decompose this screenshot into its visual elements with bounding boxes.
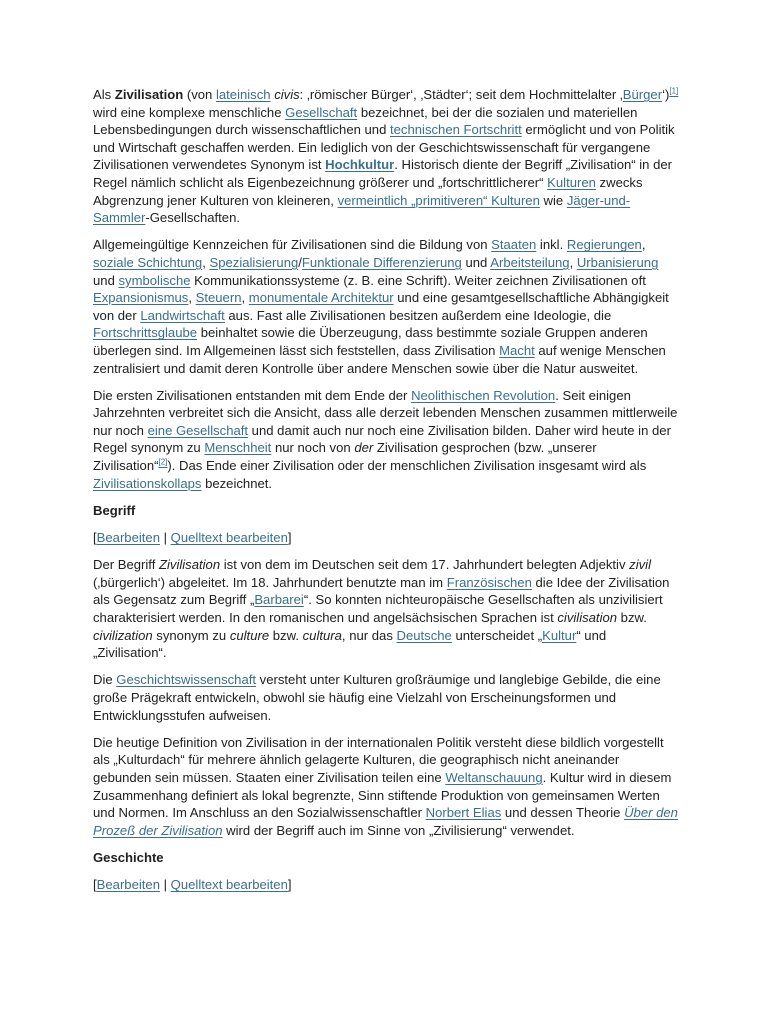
link-hochkultur[interactable]: Hochkultur <box>325 157 395 173</box>
text: ist von dem im Deutschen seit dem 17. Jahrhundert belegten Adjektiv <box>220 557 630 573</box>
text: / <box>298 254 302 270</box>
link-landwirtschaft[interactable]: Landwirtschaft <box>140 307 225 323</box>
link-kulturen[interactable]: Kulturen <box>547 174 596 190</box>
text: und <box>93 272 119 288</box>
intro-paragraph-3 <box>93 387 681 493</box>
edit-section-link[interactable]: Bearbeiten <box>96 530 160 546</box>
link-fortschrittsglaube[interactable]: Fortschrittsglaube <box>93 325 198 341</box>
section-edit-links-geschichte <box>93 876 681 894</box>
link-arbeitsteilung[interactable]: Arbeitsteilung <box>490 254 570 270</box>
text: und dessen Theorie <box>501 805 625 821</box>
text: versteht unter Kulturen großräumige und langlebige Gebilde, die eine große Prägekraft entwickeln, obwohl sie häufig eine Vielzahl von Erscheinungsformen und Entwicklungsstufen aufweisen. <box>93 672 661 723</box>
text: , <box>569 254 577 270</box>
text: wird eine komplexe menschliche <box>93 104 286 120</box>
text: Allgemeingültige Kennzeichen für Zivilisationen sind die Bildung von <box>93 237 492 253</box>
term-italic: civilisation <box>557 610 618 625</box>
begriff-paragraph-1 <box>93 556 681 662</box>
edit-source-link[interactable]: Quelltext bearbeiten <box>170 530 288 546</box>
link-soziale-schichtung[interactable]: soziale Schichtung <box>93 254 203 270</box>
link-regierungen[interactable]: Regierungen <box>566 237 642 253</box>
term-italic: Zivilisation <box>158 557 221 573</box>
term-bold: Zivilisation <box>114 87 184 102</box>
text: bezeichnet. <box>201 475 273 491</box>
text: . Kultur wird in diesem Zusammenhang definiert als lokal begrenzte, Sinn stiftende Produktion von gemeinsamen Werten und Normen. Im Anschluss an den Sozialwissenschaftler <box>93 769 672 821</box>
section-edit-links-begriff <box>93 529 681 547</box>
text: synonym zu <box>152 627 230 643</box>
begriff-paragraph-3 <box>93 734 681 840</box>
text: ermöglicht und von Politik und Wirtschaft geschaffen werden. Ein lediglich von der Geschichtswissenschaft für vergangene Zivilisationen verwendetes Synonym ist <box>93 122 675 173</box>
text: Die <box>93 672 117 688</box>
link-kultur[interactable]: Kultur <box>542 627 577 643</box>
text: , <box>641 237 646 253</box>
text: , <box>241 290 249 306</box>
text: -Gesellschaften. <box>145 210 241 226</box>
bracket: ] <box>287 877 292 893</box>
text: Der Begriff <box>93 557 159 573</box>
text: aus. Fast alle Zivilisationen besitzen außerdem eine Ideologie, die <box>224 307 612 323</box>
link-steuern[interactable]: Steuern <box>195 290 242 306</box>
link-symbolische[interactable]: symbolische <box>118 272 191 288</box>
link-expansionismus[interactable]: Expansionismus <box>93 290 189 306</box>
text: Die ersten Zivilisationen entstanden mit dem Ende der <box>93 387 412 403</box>
text: und eine gesamtgesellschaftliche Abhängigkeit von der <box>93 290 669 323</box>
text: ). Das Ende einer Zivilisation oder der menschlichen Zivilisation insgesamt wird als <box>167 458 647 474</box>
intro-paragraph-1 <box>93 86 681 227</box>
link-lateinisch[interactable]: lateinisch <box>215 87 271 102</box>
section-heading-begriff: Begriff <box>93 502 136 518</box>
link-funktionale-differenzierung[interactable]: Funktionale Differenzierung <box>301 254 462 270</box>
link-norbert-elias[interactable]: Norbert Elias <box>425 805 502 821</box>
text: inkl. <box>536 237 567 253</box>
text: beinhaltet sowie die Überzeugung, dass bestimmte soziale Gruppen anderen überlegen sind. Im Allgemeinen lässt sich feststellen, dass Zivilisation <box>93 325 648 358</box>
text: Als <box>93 87 115 102</box>
link-barbarei[interactable]: Barbarei <box>254 592 304 608</box>
term-italic: der <box>354 440 374 456</box>
bracket: ] <box>287 530 292 546</box>
link-zivilisationskollaps[interactable]: Zivilisationskollaps <box>93 475 202 491</box>
text: : ‚römischer Bürger‘, ‚Städter‘; seit dem Hochmittelalter ‚ <box>299 87 623 102</box>
text: auf wenige Menschen zentralisiert und damit deren Kontrolle über andere Menschen sowie über die Natur ausweitet. <box>93 342 666 376</box>
intro-paragraph-2 <box>93 236 681 377</box>
reference-1[interactable]: [1] <box>669 86 679 96</box>
bracket: [ <box>93 877 97 893</box>
text: ‘) <box>662 87 670 102</box>
link-macht[interactable]: Macht <box>499 342 535 358</box>
link-franzoesisch[interactable]: Französischen <box>446 574 532 590</box>
edit-section-link[interactable]: Bearbeiten <box>96 877 160 893</box>
reference-2[interactable]: [2] <box>158 457 168 467</box>
text: die Idee der Zivilisation als Gegensatz zum Begriff „ <box>93 574 670 608</box>
link-primitive-kulturen[interactable]: vermeintlich „primitiveren“ Kulturen <box>337 192 540 208</box>
term-italic: cultura <box>302 627 342 643</box>
link-eine-gesellschaft[interactable]: eine Gesellschaft <box>147 422 249 438</box>
text: bzw. <box>617 610 647 625</box>
text: (‚bürgerlich‘) abgeleitet. Im 18. Jahrhundert benutzte man im <box>93 574 447 590</box>
text: Die heutige Definition von Zivilisation in der internationalen Politik versteht diese bildlich vorgestellt als „Kulturdach“ für mehrere ähnlich gelagerte Kulturen, die geographisch nicht aneinander gebunden sein müssen. Staaten einer Zivilisation teilen eine <box>93 734 664 785</box>
text: Zivilisation gesprochen (bzw. „unserer Zivilisation“ <box>93 440 597 474</box>
text: , <box>202 254 210 270</box>
separator: | <box>159 530 171 546</box>
text: , nur das <box>341 627 397 643</box>
link-prozess-der-zivilisation[interactable]: Über den Prozeß der Zivilisation <box>93 805 678 838</box>
text: bezeichnet, bei der die sozialen und materiellen Lebensbedingungen durch wissenschaftlichen und <box>93 104 638 138</box>
text: . Historisch diente der Begriff „Zivilisation“ in der Regel nämlich schlicht als Eigenbezeichnung größerer und „fortschrittlicherer“ <box>93 157 673 190</box>
separator: | <box>159 877 171 893</box>
section-heading-geschichte: Geschichte <box>93 849 164 865</box>
link-geschichtswissenschaft[interactable]: Geschichtswissenschaft <box>116 672 257 688</box>
text: “ und „Zivilisation“. <box>93 627 607 661</box>
text: zwecks Abgrenzung jener Kulturen von kleineren, <box>93 174 643 208</box>
text: unterscheidet „ <box>451 627 543 643</box>
link-neolithische-revolution[interactable]: Neolithischen Revolution <box>411 387 556 403</box>
term-italic: civilization <box>93 627 153 643</box>
edit-source-link[interactable]: Quelltext bearbeiten <box>170 877 288 893</box>
text: . Seit einigen Jahrzehnten verbreitet sich die Ansicht, dass alle derzeit lebenden Menschen zusammen mittlerweile nur noch <box>93 387 678 438</box>
link-jaeger-und-sammler[interactable]: Jäger-und-Sammler <box>93 192 631 226</box>
text: wie <box>539 192 567 208</box>
term-italic: zivil <box>629 557 651 573</box>
text: wird der Begriff auch im Sinne von „Zivilisierung“ verwendet. <box>222 822 575 838</box>
link-urbanisierung[interactable]: Urbanisierung <box>576 254 659 270</box>
begriff-paragraph-2 <box>93 671 681 724</box>
article-body <box>93 86 681 903</box>
link-deutsche[interactable]: Deutsche <box>396 627 452 643</box>
link-buerger[interactable]: Bürger <box>622 87 663 102</box>
bracket: [ <box>93 530 97 546</box>
text: bzw. <box>269 627 303 643</box>
link-spezialisierung[interactable]: Spezialisierung <box>209 254 299 270</box>
link-weltanschauung[interactable]: Weltanschauung <box>445 769 543 785</box>
link-staaten[interactable]: Staaten <box>491 237 537 253</box>
text: nur noch von <box>271 440 355 456</box>
link-monumentale-architektur[interactable]: monumentale Architektur <box>248 290 394 306</box>
link-menschheit[interactable]: Menschheit <box>204 440 272 456</box>
text: “. So konnten nichteuropäische Gesellschaften als unzivilisiert charakterisiert werden. In den romanischen und angelsächsischen Sprachen ist <box>93 592 663 625</box>
text: Kommunikationssysteme (z. B. eine Schrift). Weiter zeichnen Zivilisationen oft <box>190 272 646 288</box>
term-italic: culture <box>229 627 270 643</box>
link-gesellschaft[interactable]: Gesellschaft <box>285 104 358 120</box>
text: (von <box>183 87 216 102</box>
term-italic: civis <box>274 87 300 102</box>
text: und damit auch nur noch eine Zivilisation bilden. Daher wird heute in der Regel synonym zu <box>93 422 671 456</box>
link-technischer-fortschritt[interactable]: technischen Fortschritt <box>390 122 522 138</box>
text: und <box>461 254 491 270</box>
text: , <box>188 290 196 306</box>
